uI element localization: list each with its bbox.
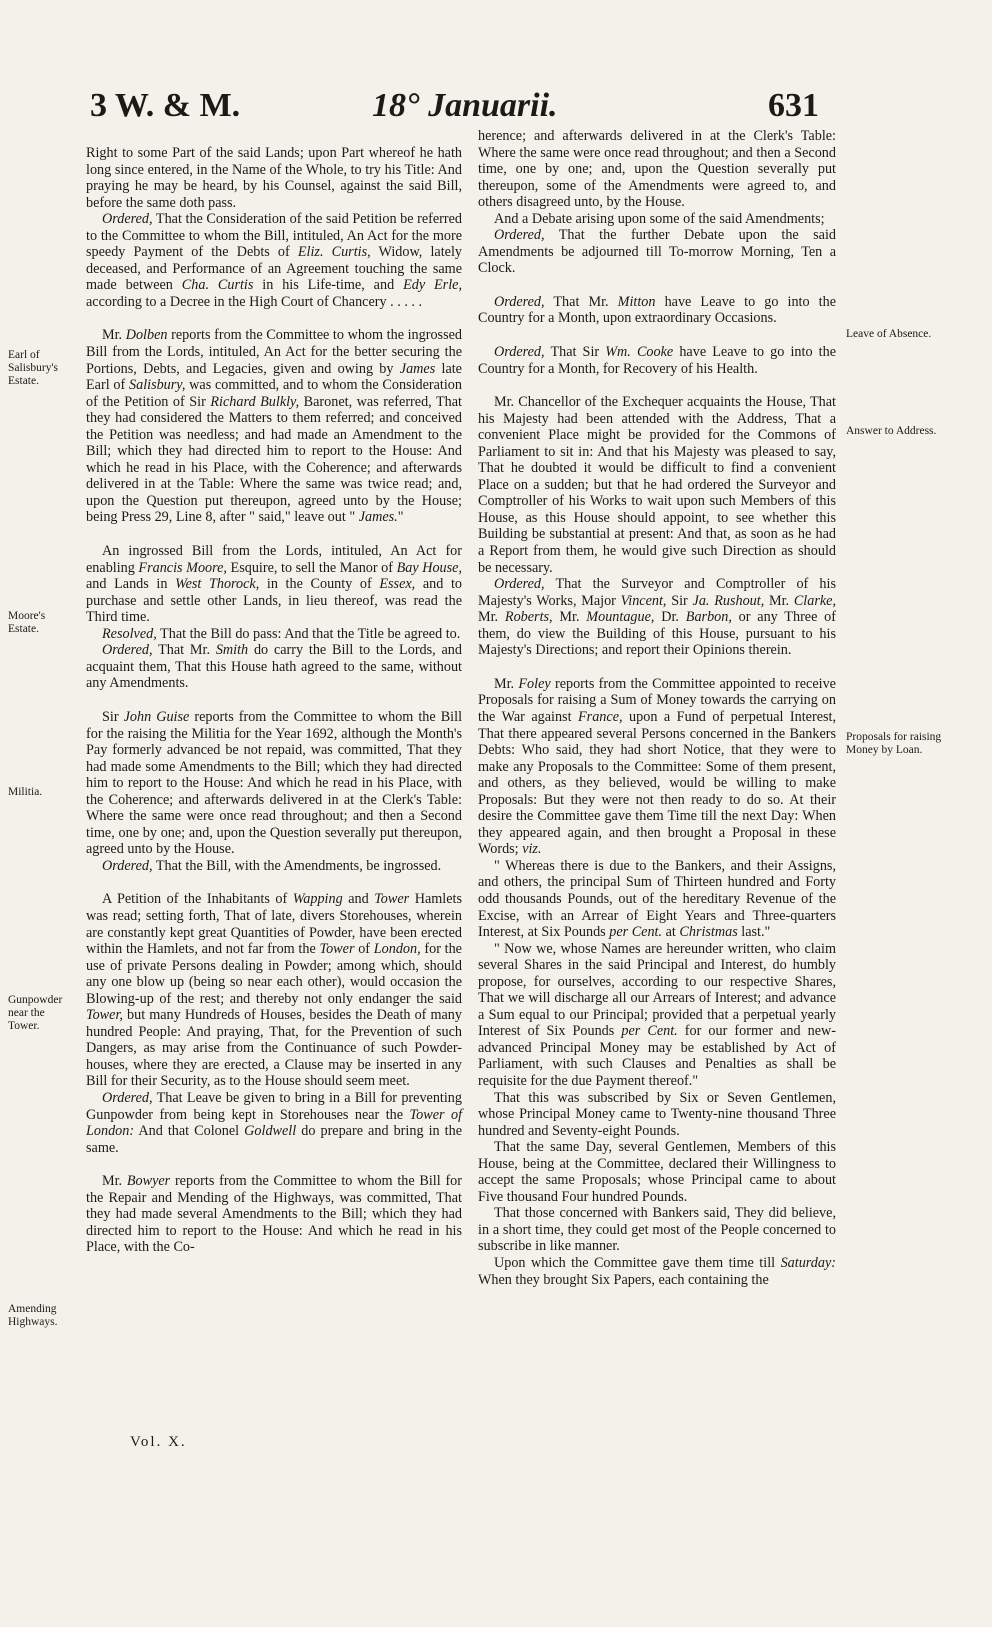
- margin-note-gunpowder: Gunpowder near the Tower.: [8, 994, 63, 1032]
- paragraph-chancellor: Mr. Chancellor of the Exchequer acquaints the House, That his Majesty had been attended with the Address, That a convenient Place might be provided for the Commons of Parliament to sit in: And that his Majesty was pleased to say, That he doubted it would be difficult to find a convenient Place on a sudden; but that he had ordered the Surveyor and Comptroller of his Works to wait upon such Members of this House, as this House should appoint, to see whether this Building be substantial at present: And that, as soon as he had a Report from them, he would give such Direction as should be necessary.: [478, 394, 836, 576]
- margin-note-answer: Answer to Address.: [846, 425, 937, 437]
- paragraph-curtis-order: Ordered, That the Consideration of the said Petition be referred to the Committee to whom the Bill, intituled, An Act for the more speedy Payment of the Debts of Eliz. Curtis, Widow, lately deceased, and Performance of an Agreement touching the same made between Cha. Curtis in his Life-time, and Edy Erle, according to a Decree in the High Court of Chancery . . . . .: [86, 211, 462, 310]
- paragraph-moore-bill: An ingrossed Bill from the Lords, intituled, An Act for enabling Francis Moore, Esquire, to sell the Manor of Bay House, and Lands in West Thorock, in the County of Essex, and to purchase and settle other Lands, in lieu thereof, was read the Third time.: [86, 543, 463, 626]
- margin-note-highways: Amending Highways.: [8, 1303, 58, 1328]
- date-heading: 18° Januarii.: [372, 87, 558, 124]
- paragraph-saturday: Upon which the Committee gave them time till Saturday: When they brought Six Papers, each containing the: [478, 1255, 836, 1288]
- regnal-year: 3 W. & M.: [90, 87, 241, 124]
- paragraph-gunpowder-order: Ordered, That Leave be given to bring in a Bill for preventing Gunpowder from being kept in Storehouses near the Tower of London: And that Colonel Goldwell do prepare and bring in the same.: [86, 1089, 463, 1156]
- paragraph-surveyor-order: Ordered, That the Surveyor and Comptroller of his Majesty's Works, Major Vincent, Sir Ja. Rushout, Mr. Clarke, Mr. Roberts, Mr. Mountague, Dr. Barbon, or any Three of them, do view the Building of this House, pursuant to his Majesty's Directions; and report their Opinions therein.: [478, 576, 837, 659]
- page-number: 631: [768, 87, 819, 124]
- volume-label: Vol. X.: [130, 1434, 187, 1450]
- right-column: [478, 128, 836, 1288]
- paragraph-militia-order: Ordered, That the Bill, with the Amendments, be ingrossed.: [102, 857, 442, 874]
- paragraph-proposal-now: " Now we, whose Names are hereunder written, who claim several Shares in the said Principal and Interest, do humbly propose, for ourselves, according to our respective Shares, That we will discharge all our Arrears of Interest; and advance a Sum equal to our Principal; provided that a perpetual yearly Interest of Six Pounds per Cent. for our former and new-advanced Principal Money may be established by Act of Parliament, with such Clauses and Penalties as shall be requisite for the due Payment thereof.": [478, 940, 836, 1089]
- paragraph-salisbury-report: Mr. Dolben reports from the Committee to whom the ingrossed Bill from the Lords, intituled, An Act for the better securing the Portions, Debts, and Legacies, given and owing by James late Earl of Salisbury, was committed, and to whom the Consideration of the Petition of Sir Richard Bulkly, Baronet, was referred, That they had considered the Matters to them referred; and conceived the Petition was needless; and had made an Amendment to the Bill; which they had directed him to report to the House: And which he read in his Place, with the Coherence; and afterwards delivered in at the Table: Where the same was twice read; and, upon the Question put thereupon, agreed unto by the House; being Press 29, Line 8, after " said," leave out " James.": [86, 327, 462, 526]
- paragraph-smith-order: Ordered, That Mr. Smith do carry the Bill to the Lords, and acquaint them, That this House hath agreed to the same, without any Amendments.: [86, 642, 462, 692]
- paragraph-proposal-whereas: " Whereas there is due to the Bankers, and their Assigns, and others, the principal Sum of Thirteen hundred and Forty odd thousands Pounds, out of the hereditary Revenue of the Excise, with an Arrear of Eight Years and Three-quarters Interest, at Six Pounds per Cent. at Christmas last.": [478, 857, 836, 941]
- paragraph-petition-end: Right to some Part of the said Lands; upon Part whereof he hath long since entered, in the Name of the Whole, to try his Title: And praying he may be heard, by his Counsel, against the said Bill, before the same doth pass.: [86, 145, 462, 211]
- margin-note-leave: Leave of Absence.: [846, 328, 932, 340]
- paragraph-foley-report: Mr. Foley reports from the Committee appointed to receive Proposals for raising a Sum of Money towards the carrying on the War against France, upon a Fund of perpetual Interest, That there appeared several Persons concerned in the Bankers Debts: Who said, they had short Notice, that they were to make any Proposals to the Committee: Some of them present, and others, as they believed, would be willing to make Proposals: But they were not then ready to do so. At their desire the Committee gave them Time till the next Day: When they appeared again, and then brought a Proposal in these Words; viz.: [478, 675, 837, 858]
- paragraph-mitton-leave: Ordered, That Mr. Mitton have Leave to go into the Country for a Month, upon extraordinary Occasions.: [478, 293, 836, 327]
- paragraph-members-accept: That the same Day, several Gentlemen, Members of this House, being at the Committee, declared their Willingness to accept the same Proposals; whose Principal came to about Five thousand Four hundred Pounds.: [478, 1139, 836, 1205]
- paragraph-debate-order: Ordered, That the further Debate upon the said Amendments be adjourned till To-morrow Morning, Ten a Clock.: [478, 227, 836, 277]
- margin-note-militia: Militia.: [8, 786, 43, 798]
- paragraph-highways-continued: herence; and afterwards delivered in at the Clerk's Table: Where the same were once read throughout; and then a Second time, one by one; and, upon the Question severally put thereupon, some of the Amendments were agreed to, and others disagreed unto, by the House.: [478, 128, 836, 211]
- left-column: [86, 145, 462, 1256]
- paragraph-militia-report: Sir John Guise reports from the Committee to whom the Bill for the raising the Militia for the Year 1692, although the Month's Pay formerly advanced be not repaid, was committed, That they had made some Amendments to the Bill; which they had directed him to report to the House: And which he read in his Place, with the Coherence; and afterwards delivered in at the Clerk's Table: Where the same were once read throughout; and then a Second time, one by one; and, upon the Question severally put thereupon, agreed unto by the House.: [86, 708, 463, 858]
- paragraph-highways-report: Mr. Bowyer reports from the Committee to whom the Bill for the Repair and Mending of the Highways, was committed, That they had made several Amendments to the Bill; which they had directed him to report to the House: And which he read in his Place, with the Co-: [86, 1173, 462, 1256]
- paragraph-cooke-leave: Ordered, That Sir Wm. Cooke have Leave to go into the Country for a Month, for Recovery of his Health.: [478, 344, 836, 377]
- margin-note-moore: Moore's Estate.: [8, 610, 46, 635]
- paragraph-resolved: Resolved, That the Bill do pass: And that the Title be agreed to.: [102, 625, 461, 642]
- margin-note-proposals: Proposals for raising Money by Loan.: [846, 731, 942, 756]
- paragraph-gunpowder-petition: A Petition of the Inhabitants of Wapping and Tower Hamlets was read; setting forth, That of late, divers Storehouses, wherein are constantly kept great Quantities of Powder, have been erected within the Hamlets, and not far from the Tower of London, for the use of private Persons dealing in Powder; among which, should any one blow up (being so near each other), would occasion the Blowing-up of the rest; and thereby not only endanger the said Tower, but many Hundreds of Houses, besides the Death of many hundred People: And praying, That, for the Prevention of such Dangers, as may arise from the Continuance of such Powder-houses, where they are erected, a Clause may be inserted in any Bill for their Security, as to the House should seem meet.: [86, 891, 462, 1090]
- margin-note-earl-salisbury: Earl of Salisbury's Estate.: [8, 349, 58, 387]
- paragraph-subscribed: That this was subscribed by Six or Seven Gentlemen, whose Principal Money came to Twenty-nine thousand Three hundred and Seventy-eight Pounds.: [478, 1089, 836, 1139]
- paragraph-debate: And a Debate arising upon some of the said Amendments;: [494, 210, 825, 227]
- paragraph-bankers: That those concerned with Bankers said, They did believe, in a short time, they could get most of the People concerned to subscribe in like manner.: [478, 1205, 836, 1255]
